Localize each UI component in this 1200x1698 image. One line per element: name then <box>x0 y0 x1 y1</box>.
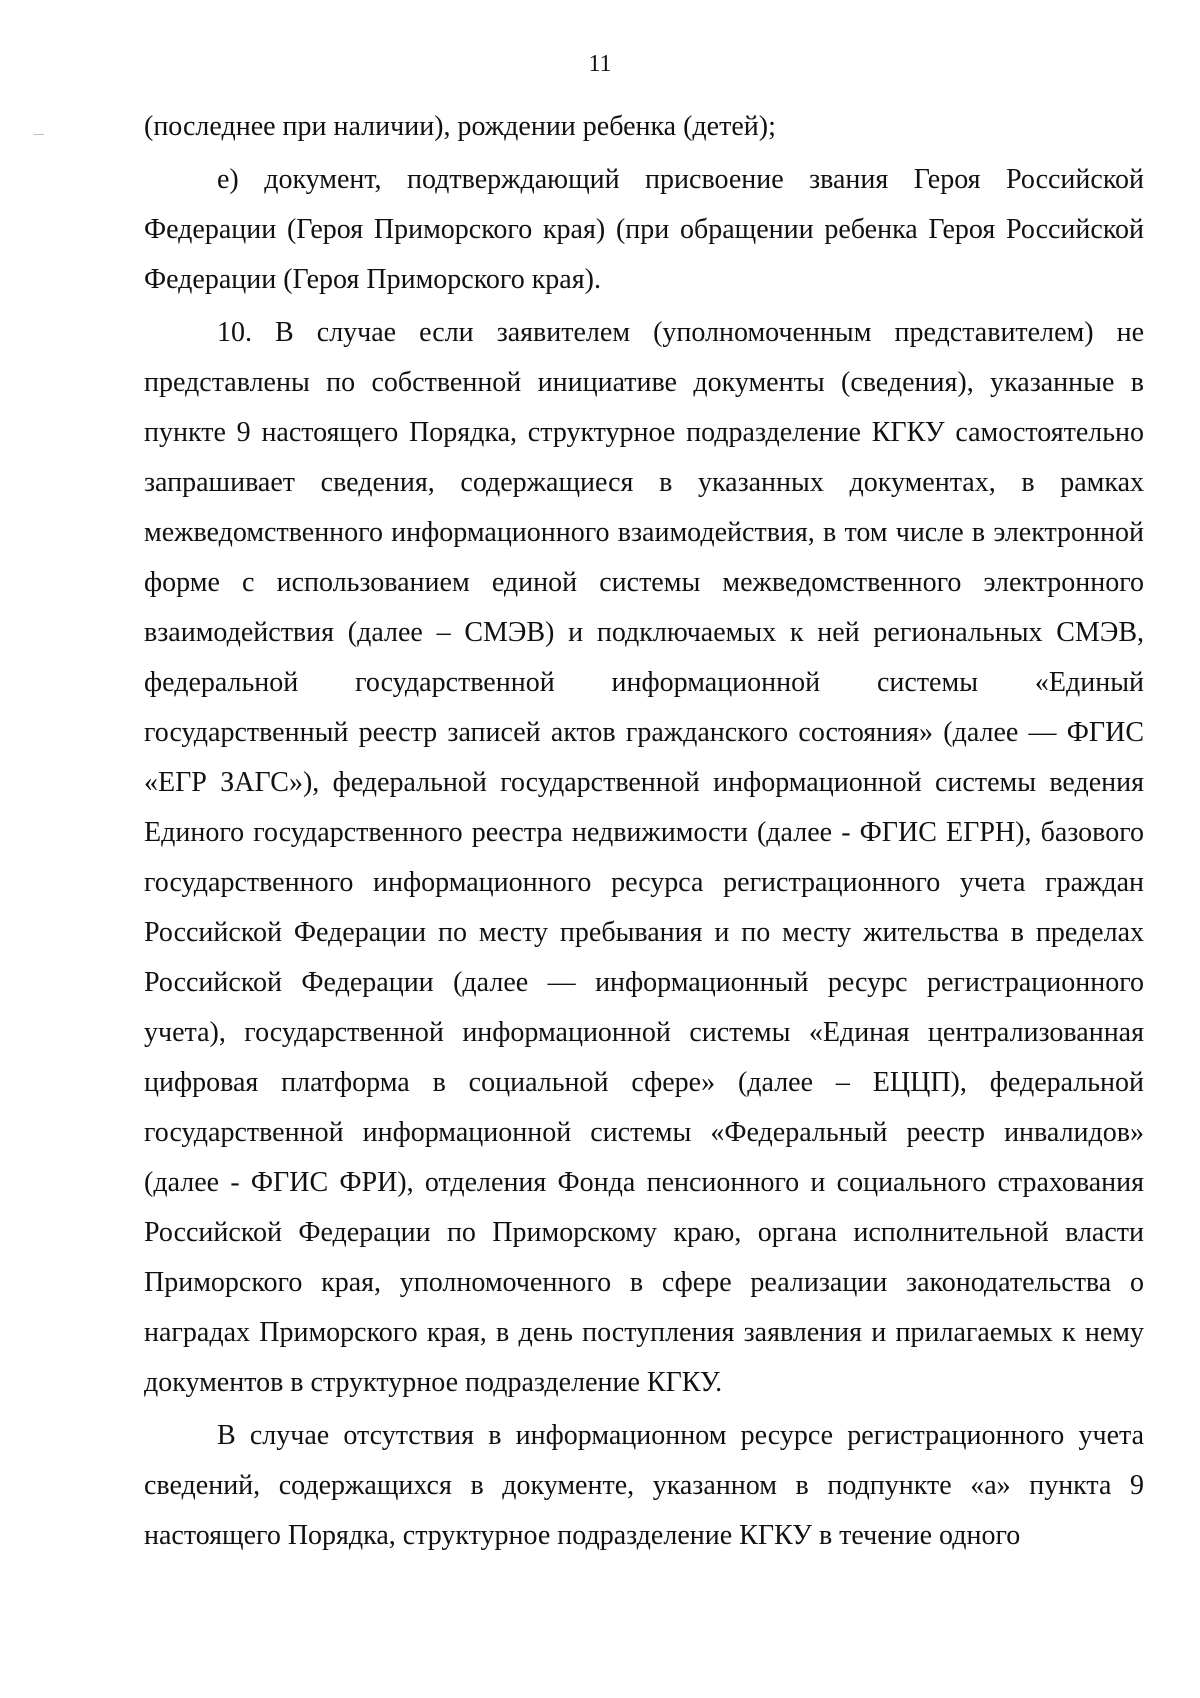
paragraph-absence-case: В случае отсутствия в информационном ресурсе регистрационного учета сведений, содержащихся в документе, указанном в подпункте «а» пункта 9 настоящего Порядка, структурное подразделение КГКУ в течение одного <box>144 1420 1144 1551</box>
paragraph-item-e: е) документ, подтверждающий присвоение звания Героя Российской Федерации (Героя Приморского края) (при обращении ребенка Героя Российской Федерации (Героя Приморского края). <box>144 164 1144 295</box>
paragraph-continuation: (последнее при наличии), рождении ребенка (детей); <box>144 111 776 142</box>
paragraph-clause-10: 10. В случае если заявителем (уполномоченным представителем) не представлены по собственной инициативе документы (сведения), указанные в пункте 9 настоящего Порядка, структурное подразделение КГКУ самостоятельно запрашивает сведения, содержащиеся в указанных документах, в рамках межведомственного информационного взаимодействия, в том числе в электронной форме с использованием единой системы межведомственного электронного взаимодействия (далее – СМЭВ) и подключаемых к ней региональных СМЭВ, федеральной государственной информационной системы «Единый государственный реестр записей актов гражданского состояния» (далее — ФГИС «ЕГР ЗАГС»), федеральной государственной информационной системы ведения Единого государственного реестра недвижимости (далее - ФГИС ЕГРН), базового государственного информационного ресурса регистрационного учета граждан Российской Федерации по месту пребывания и по месту жительства в пределах Российской Федерации (далее — информационный ресурс регистрационного учета), государственной информационной системы «Единая централизованная цифровая платформа в социальной сфере» (далее – ЕЦЦП), федеральной государственной информационной системы «Федеральный реестр инвалидов» (далее - ФГИС ФРИ), отделения Фонда пенсионного и социального страхования Российской Федерации по Приморскому краю, органа исполнительной власти Приморского края, уполномоченного в сфере реализации законодательства о наградах Приморского края, в день поступления заявления и прилагаемых к нему документов в структурное подразделение КГКУ. <box>144 317 1144 1398</box>
page-number: 11 <box>588 51 612 77</box>
scan-margin-mark <box>34 134 44 135</box>
document-body <box>144 102 1144 1561</box>
